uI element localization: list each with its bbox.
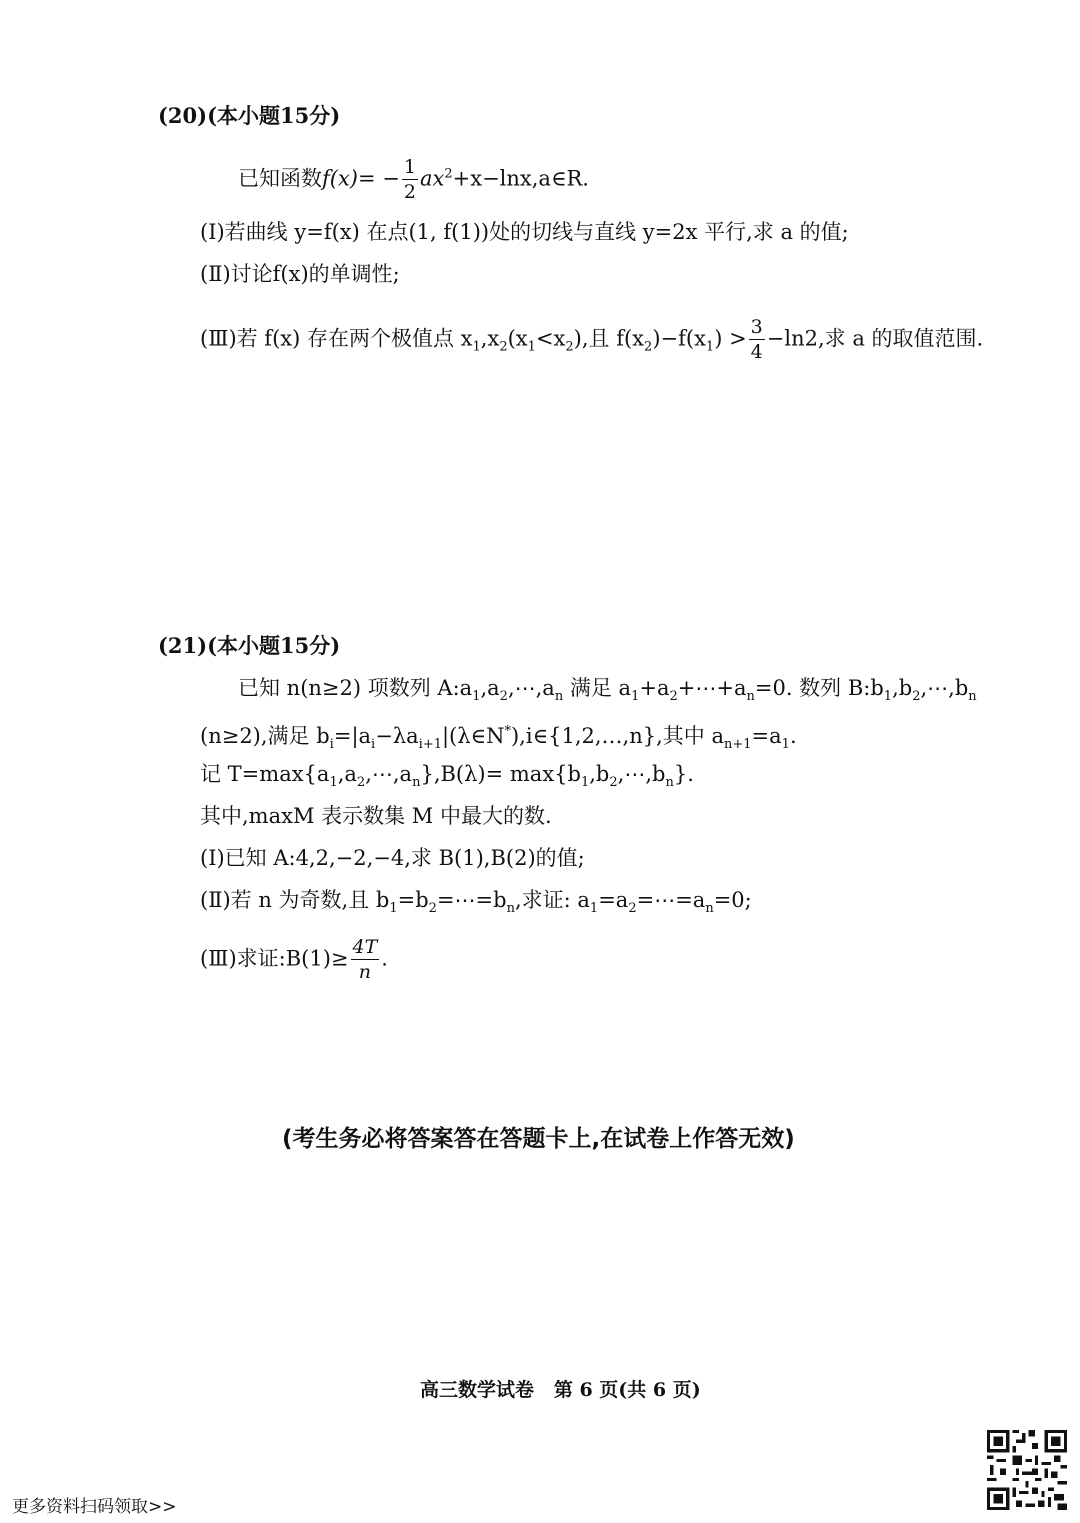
exam-notice: (考生务必将答案答在答题卡上,在试卷上作答无效) (282, 1126, 795, 1152)
q21-line2: (n≥2),满足 $b_i=|a_i-\lambda a_{i+1}|(\lambda\in N^*),i\in\{1,2,\dots,n\}$,其中 $a_{n+1}=a_1$. (200, 724, 797, 753)
q20-fraction-half: $\frac{1}{2}$ (403, 156, 416, 203)
q21-part3: (Ⅲ)求证:B(1)≥ $\frac{4T}{n}$ . (200, 936, 388, 983)
q21-fraction-4t-over-n: $\frac{4T}{n}$ (352, 936, 378, 983)
q21-line4: 其中,maxM 表示数集 M 中最大的数. (200, 804, 552, 828)
q20-given: 已知函数f(x)= − $\frac{1}{2}$ $ax^2+x-\ln x,a\in R$. (238, 156, 589, 203)
q20-part2: (Ⅱ)讨论f(x)的单调性; (200, 262, 400, 286)
q21-line1: 已知 n(n≥2) 项数列 $A:a_1,a_2,\cdots,a_n$ 满足 $a_1+a_2+\cdots+a_n=0$. 数列 $B:b_1,b_2,\cdots,b_n$ (238, 676, 977, 705)
q21-heading: (21)(本小题15分) (158, 633, 341, 658)
q21-line3: 记 $T=\max\{a_1,a_2,\cdots,a_n\},B(\lambda)=$ $\max\{b_1,b_2,\cdots,b_n\}$. (200, 762, 694, 791)
q20-fraction-three-quarters: $\frac{3}{4}$ (750, 316, 763, 363)
qr-code-icon[interactable] (987, 1430, 1067, 1510)
q20-part1: (Ⅰ)若曲线 y=f(x) 在点(1, f(1))处的切线与直线 y=2x 平行,求 a 的值; (200, 220, 849, 244)
promo-link[interactable]: 更多资料扫码领取>> (12, 1497, 177, 1517)
q21-part2: (Ⅱ)若 n 为奇数,且 $b_1=b_2=\cdots=b_n$,求证: $a_1=a_2=\cdots=a_n=0$; (200, 888, 752, 917)
q20-heading: (20)(本小题15分) (158, 103, 341, 128)
q21-part1: (Ⅰ)已知 A:4,2,−2,−4,求 B(1),B(2)的值; (200, 846, 585, 870)
q20-part3: (Ⅲ)若 f(x) 存在两个极值点 $x_1,x_2(x_1<x_2)$,且 $f(x_2)-f(x_1)$ > $\frac{3}{4}$ −ln2,求 a 的取值范围. (200, 316, 984, 363)
page-footer: 高三数学试卷 第 6 页(共 6 页) (420, 1379, 701, 1401)
